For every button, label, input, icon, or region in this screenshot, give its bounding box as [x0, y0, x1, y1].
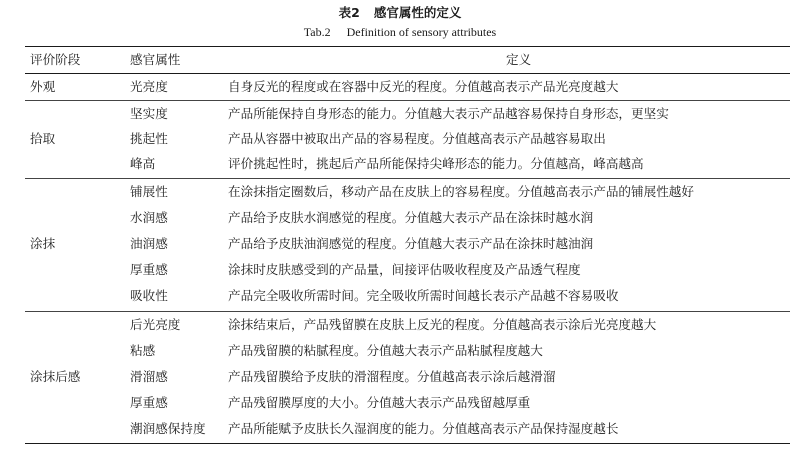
definition-cell: 产品残留膜厚度的大小。分值越大表示产品残留越厚重 [228, 395, 531, 410]
attribute-cell: 挑起性 [130, 131, 168, 146]
group-divider [25, 311, 790, 312]
attribute-cell: 峰高 [130, 156, 156, 171]
definition-cell: 产品从容器中被取出产品的容易程度。分值越高表示产品越容易取出 [228, 131, 606, 146]
attribute-cell: 光亮度 [130, 79, 168, 94]
attribute-cell: 坚实度 [130, 106, 168, 121]
stage-label: 拾取 [30, 131, 56, 146]
attribute-cell: 粘感 [130, 343, 156, 358]
table-header-rule [25, 73, 790, 74]
stage-label: 外观 [30, 79, 56, 94]
definition-cell: 涂抹结束后，产品残留膜在皮肤上反光的程度。分值越高表示涂后光亮度越大 [228, 317, 657, 332]
header-stage: 评价阶段 [30, 52, 81, 67]
stage-label: 涂抹 [30, 236, 56, 251]
table-top-rule [25, 46, 790, 47]
table-title-en: Definition of sensory attributes [346, 25, 497, 39]
definition-cell: 在涂抹指定圈数后，移动产品在皮肤上的容易程度。分值越高表示产品的铺展性越好 [228, 184, 694, 199]
table-title-cn: 感官属性的定义 [373, 5, 462, 20]
definition-cell: 涂抹时皮肤感受到的产品量，间接评估吸收程度及产品透气程度 [228, 262, 581, 277]
table-caption-en [0, 25, 800, 40]
group-divider [25, 100, 790, 101]
definition-cell: 产品残留膜的粘腻程度。分值越大表示产品粘腻程度越大 [228, 343, 543, 358]
definition-cell: 自身反光的程度或在容器中反光的程度。分值越高表示产品光亮度越大 [228, 79, 619, 94]
definition-cell: 产品所能赋予皮肤长久湿润度的能力。分值越高表示产品保持湿度越长 [228, 421, 619, 436]
definition-cell: 产品所能保持自身形态的能力。分值越大表示产品越容易保持自身形态，更坚实 [228, 106, 669, 121]
definition-cell: 评价挑起性时，挑起后产品所能保持尖峰形态的能力。分值越高，峰高越高 [228, 156, 644, 171]
definition-cell: 产品给予皮肤水润感觉的程度。分值越大表示产品在涂抹时越水润 [228, 210, 594, 225]
attribute-cell: 厚重感 [130, 262, 168, 277]
attribute-cell: 后光亮度 [130, 317, 181, 332]
attribute-cell: 滑溜感 [130, 369, 168, 384]
table-bottom-rule [25, 443, 790, 444]
attribute-cell: 油润感 [130, 236, 168, 251]
definition-cell: 产品给予皮肤油润感觉的程度。分值越大表示产品在涂抹时越油润 [228, 236, 594, 251]
table-number-en: Tab.2 [303, 25, 331, 39]
table-caption-cn [0, 3, 800, 21]
header-attribute: 感官属性 [130, 52, 181, 67]
attribute-cell: 厚重感 [130, 395, 168, 410]
attribute-cell: 潮润感保持度 [130, 421, 206, 436]
attribute-cell: 铺展性 [130, 184, 168, 199]
table-number-cn: 表2 [338, 5, 360, 20]
definition-cell: 产品残留膜给予皮肤的滑溜程度。分值越高表示涂后越滑溜 [228, 369, 556, 384]
attribute-cell: 吸收性 [130, 288, 168, 303]
attribute-cell: 水润感 [130, 210, 168, 225]
header-definition: 定义 [506, 52, 532, 67]
definition-cell: 产品完全吸收所需时间。完全吸收所需时间越长表示产品越不容易吸收 [228, 288, 619, 303]
group-divider [25, 178, 790, 179]
stage-label: 涂抹后感 [30, 369, 81, 384]
